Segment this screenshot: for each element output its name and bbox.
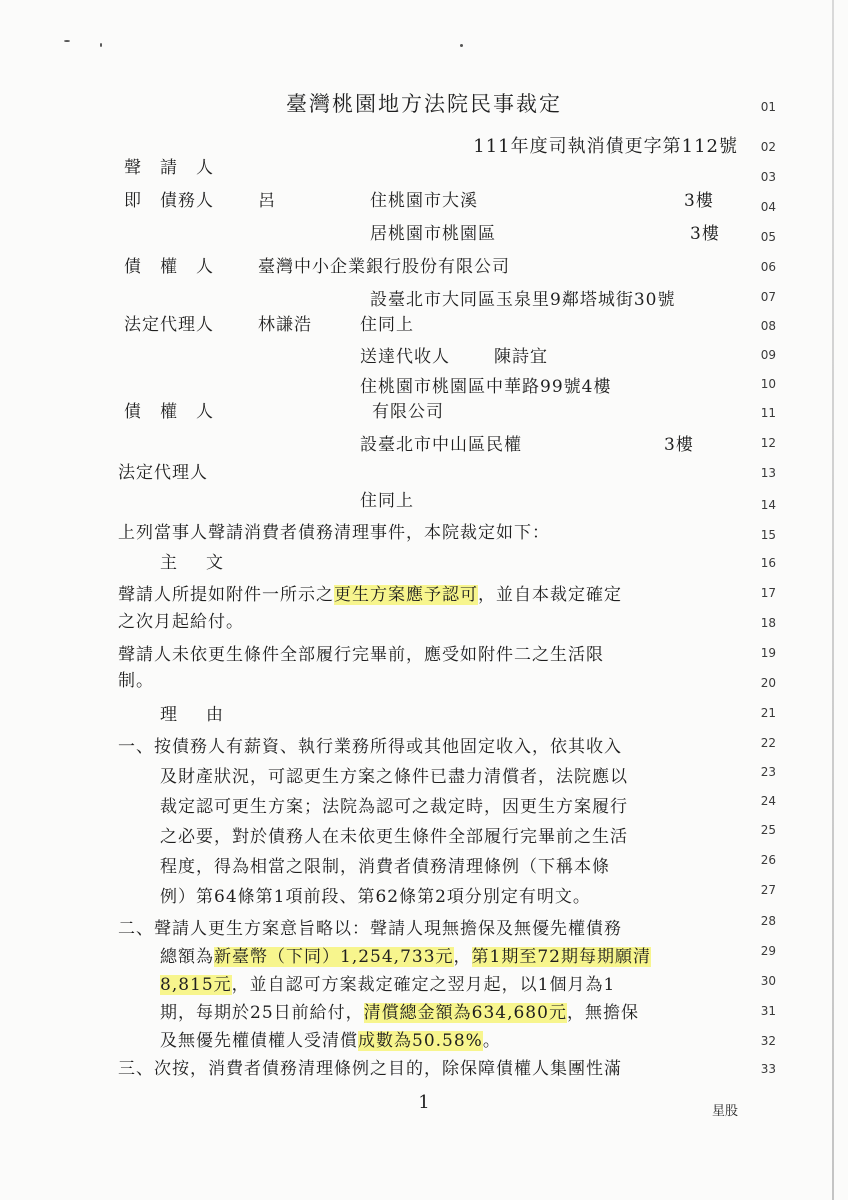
- ruling-intro: 上列當事人聲請消費者債務清理事件，本院裁定如下：: [118, 523, 550, 543]
- debtor-address-2-tail: 3樓: [690, 224, 720, 244]
- highlighted-installment-amount: 8,815元: [160, 975, 232, 995]
- line-number: 30: [760, 974, 776, 988]
- debtor-label: 即 債務人: [124, 191, 214, 211]
- line-number: 33: [760, 1062, 776, 1076]
- line-number: 09: [760, 348, 776, 362]
- line-number: 25: [760, 823, 776, 837]
- creditor2-address-tail: 3樓: [664, 435, 694, 455]
- creditor1-label: 債 權 人: [124, 257, 214, 277]
- scan-speck: [460, 44, 463, 47]
- highlighted-total-debt: 新臺幣（下同）1,254,733元: [214, 947, 454, 967]
- page-number: 1: [418, 1092, 430, 1113]
- creditor2-address: 設臺北市中山區民權: [360, 435, 522, 455]
- r2-text: 總額為: [160, 947, 214, 967]
- line-number: 18: [760, 616, 776, 630]
- document-title: 臺灣桃園地方法院民事裁定: [286, 92, 562, 116]
- highlighted-total-repayment: 清償總金額為634,680元: [363, 1003, 567, 1023]
- case-number: 111年度司執消債更字第112號: [473, 136, 738, 157]
- r2-text: 期，每期於25日前給付，: [160, 1003, 364, 1023]
- line-number: 16: [760, 556, 776, 570]
- line-number: 03: [760, 170, 776, 184]
- line-number: 27: [760, 883, 776, 897]
- main-paragraph-1-line-1: [118, 580, 622, 605]
- rep1-name: 林謙浩: [258, 315, 312, 335]
- reason-2-line-1: 二、聲請人更生方案意旨略以：聲請人現無擔保及無優先權債務: [118, 919, 622, 939]
- highlighted-approval: 更生方案應予認可: [334, 585, 478, 605]
- line-number: 28: [760, 914, 776, 928]
- reason-1-line: 一、按債務人有薪資、執行業務所得或其他固定收入，依其收入: [118, 737, 622, 757]
- reason-1-line: 之必要，對於債務人在未依更生條件全部履行完畢前之生活: [160, 827, 628, 847]
- rep2-address: 住同上: [360, 491, 414, 511]
- r2-text: ，並自認可方案裁定確定之翌月起，以1個月為1: [231, 975, 616, 995]
- r2-text: ，: [453, 947, 472, 967]
- reason-2-line-4: [160, 998, 639, 1023]
- r2-text: 。: [482, 1031, 501, 1051]
- main-paragraph-1-line-2: 之次月起給付。: [118, 612, 244, 632]
- line-number: 14: [760, 498, 776, 512]
- line-number: 10: [760, 377, 776, 391]
- line-number: 23: [760, 765, 776, 779]
- main-paragraph-2-line-2: 制。: [118, 671, 154, 691]
- line-number: 17: [760, 586, 776, 600]
- reason-1-line: 例）第64條第1項前段、第62條第2項分別定有明文。: [160, 887, 591, 907]
- reason-2-line-2: [160, 942, 651, 967]
- line-number: 32: [760, 1034, 776, 1048]
- line-number: 31: [760, 1004, 776, 1018]
- line-number: 21: [760, 706, 776, 720]
- main-p1-text-tail: ，並自本裁定確定: [478, 585, 622, 605]
- agent-address: 住桃園市桃園區中華路99號4樓: [360, 377, 612, 397]
- line-number: 12: [760, 436, 776, 450]
- line-number: 08: [760, 319, 776, 333]
- line-number: 22: [760, 736, 776, 750]
- line-number: 01: [760, 100, 776, 114]
- main-p1-text: 聲請人所提如附件一所示之: [118, 585, 334, 605]
- reason-3-line-1: 三、次按，消費者債務清理條例之目的，除保障債權人集團性滿: [118, 1059, 622, 1079]
- scan-speck: [100, 43, 102, 47]
- creditor1-name: 臺灣中小企業銀行股份有限公司: [258, 257, 510, 277]
- line-number: 26: [760, 853, 776, 867]
- highlighted-installments: 第1期至72期每期願清: [471, 947, 651, 967]
- agent-label: 送達代收人: [360, 347, 450, 367]
- rep1-label: 法定代理人: [124, 315, 214, 335]
- line-number: 13: [760, 466, 776, 480]
- creditor2-name: 有限公司: [372, 402, 444, 422]
- creditor2-label: 債 權 人: [124, 402, 214, 422]
- main-paragraph-2-line-1: 聲請人未依更生條件全部履行完畢前，應受如附件二之生活限: [118, 645, 604, 665]
- reason-heading: 理 由: [160, 705, 229, 725]
- line-number: 29: [760, 944, 776, 958]
- line-number: 04: [760, 200, 776, 214]
- r2-text: ，無擔保: [566, 1003, 639, 1023]
- debtor-name: 呂: [258, 191, 276, 211]
- reason-1-line: 裁定認可更生方案；法院為認可之裁定時，因更生方案履行: [160, 797, 628, 817]
- r2-text: 及無優先權債權人受清償: [160, 1031, 358, 1051]
- reason-1-line: 及財產狀況，可認更生方案之條件已盡力清償者，法院應以: [160, 767, 628, 787]
- section-stamp: 星股: [712, 1104, 739, 1119]
- rep2-label: 法定代理人: [118, 463, 208, 483]
- scan-speck: [64, 40, 70, 42]
- agent-name: 陳詩宜: [494, 347, 548, 367]
- rep1-address: 住同上: [360, 315, 414, 335]
- main-heading: 主 文: [160, 553, 229, 573]
- line-number: 20: [760, 676, 776, 690]
- creditor1-address: 設臺北市大同區玉泉里9鄰塔城街30號: [370, 290, 676, 310]
- line-number: 06: [760, 260, 776, 274]
- debtor-address-1: 住桃園市大溪: [370, 191, 478, 211]
- line-number: 19: [760, 646, 776, 660]
- page-edge: [832, 0, 834, 1200]
- line-number: 11: [760, 406, 776, 420]
- line-number: 15: [760, 528, 776, 542]
- reason-2-line-5: [160, 1026, 501, 1051]
- applicant-label: 聲 請 人: [124, 158, 214, 178]
- reason-2-line-3: [160, 970, 615, 995]
- debtor-address-1-tail: 3樓: [684, 191, 714, 211]
- line-number: 05: [760, 230, 776, 244]
- line-number: 07: [760, 290, 776, 304]
- line-number: 24: [760, 794, 776, 808]
- highlighted-repayment-ratio: 成數為50.58%: [358, 1031, 483, 1051]
- reason-1-line: 程度，得為相當之限制，消費者債務清理條例（下稱本條: [160, 857, 610, 877]
- debtor-address-2: 居桃園市桃園區: [370, 224, 496, 244]
- line-number: 02: [760, 140, 776, 154]
